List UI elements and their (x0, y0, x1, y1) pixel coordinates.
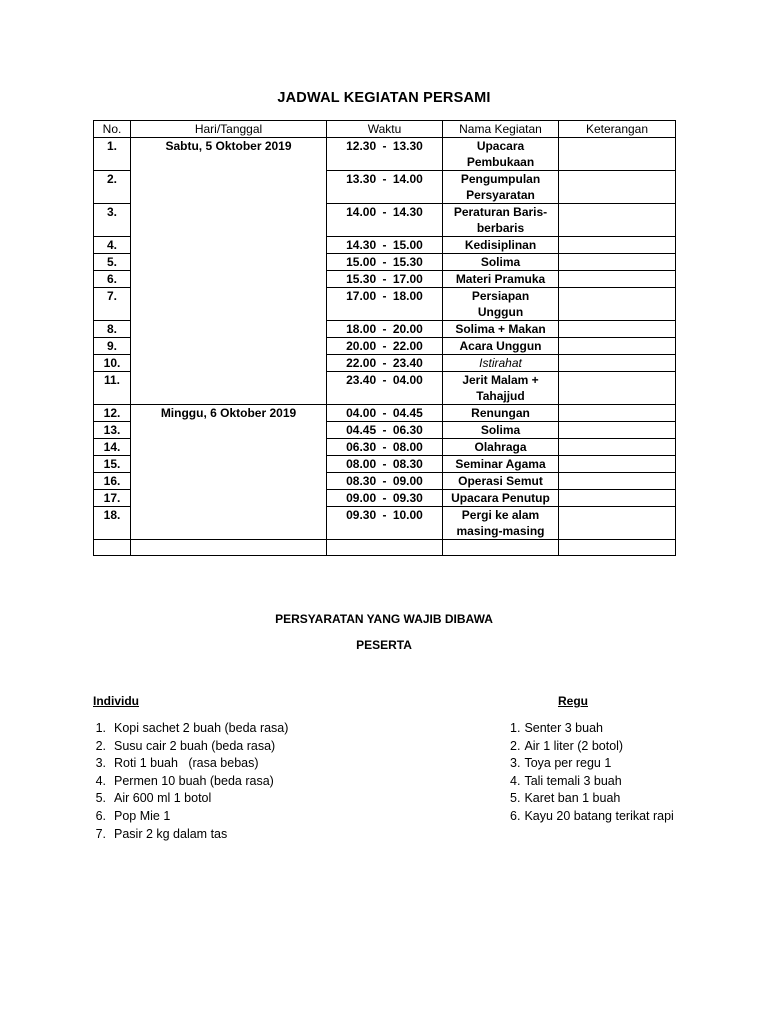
activity-line: Upacara Penutup (451, 491, 550, 505)
activity-line: Materi Pramuka (455, 272, 546, 286)
list-item (82, 738, 288, 756)
time-cell: 12.30 - 13.30 (327, 138, 443, 171)
activity-line: Renungan (471, 406, 530, 420)
time-cell: 08.00 - 08.30 (327, 456, 443, 473)
time-cell: 22.00 - 23.40 (327, 355, 443, 372)
regu-list (510, 720, 674, 826)
day-cell: Sabtu, 5 Oktober 2019 (131, 138, 327, 405)
notes-cell (559, 271, 676, 288)
notes-cell (559, 507, 676, 540)
activity-line: Solima + Makan (455, 322, 546, 336)
row-number: 8. (94, 321, 131, 338)
list-item-text: Air 600 ml 1 botol (114, 791, 212, 806)
notes-cell (559, 237, 676, 254)
table-row (94, 138, 676, 171)
activity-cell (443, 456, 559, 473)
row-number: 6. (94, 271, 131, 288)
activity-cell (443, 321, 559, 338)
activity-line: Peraturan Baris- (453, 205, 548, 219)
notes-cell (559, 171, 676, 204)
row-number: 10. (94, 355, 131, 372)
list-item-text: Kayu 20 batang terikat rapi (524, 808, 674, 823)
list-item-text: Pasir 2 kg dalam tas (114, 826, 228, 841)
notes-cell (559, 372, 676, 405)
list-item-text: Air 1 liter (2 botol) (524, 738, 624, 753)
row-number: 18. (94, 507, 131, 540)
list-item-text: Pop Mie 1 (114, 808, 171, 823)
list-item-text: Toya per regu 1 (524, 756, 612, 771)
table-row-empty (94, 540, 676, 556)
time-cell: 08.30 - 09.00 (327, 473, 443, 490)
list-item (82, 773, 288, 791)
time-cell: 06.30 - 08.00 (327, 439, 443, 456)
list-item (510, 738, 674, 756)
row-number: 2. (94, 171, 131, 204)
time-cell: 15.00 - 15.30 (327, 254, 443, 271)
regu-heading: Regu (558, 694, 588, 708)
row-number: 3. (94, 204, 131, 237)
list-item-number: 3. (95, 756, 106, 771)
list-item (82, 808, 288, 826)
activity-line: Pergi ke alam (461, 508, 540, 522)
activity-cell (443, 138, 559, 171)
activity-line: Pengumpulan (460, 172, 541, 186)
activity-line: masing-masing (456, 524, 545, 538)
activity-line: Acara Unggun (459, 339, 542, 353)
list-item (82, 720, 288, 738)
row-number: 7. (94, 288, 131, 321)
list-item-number: 1. (510, 721, 521, 735)
activity-line: Kedisiplinan (464, 238, 537, 252)
list-item-number: 2. (95, 738, 106, 753)
notes-cell (559, 490, 676, 507)
time-cell: 04.45 - 06.30 (327, 422, 443, 439)
schedule-table (93, 120, 676, 556)
activity-line: Unggun (477, 305, 524, 319)
activity-cell (443, 204, 559, 237)
activity-line: Solima (480, 423, 521, 437)
activity-line: berbaris (476, 221, 525, 235)
notes-cell (559, 355, 676, 372)
row-number: 15. (94, 456, 131, 473)
time-cell: 15.30 - 17.00 (327, 271, 443, 288)
table-row (94, 405, 676, 422)
list-item (82, 790, 288, 808)
activity-cell (443, 338, 559, 355)
list-item-text: Susu cair 2 buah (beda rasa) (114, 738, 276, 753)
activity-line: Solima (480, 255, 521, 269)
activity-cell (443, 507, 559, 540)
row-number: 11. (94, 372, 131, 405)
list-item-text: Kopi sachet 2 buah (beda rasa) (114, 721, 289, 735)
list-item-number: 4. (510, 773, 521, 788)
time-cell: 20.00 - 22.00 (327, 338, 443, 355)
notes-cell (559, 422, 676, 439)
list-item-number: 5. (95, 791, 106, 806)
row-number: 1. (94, 138, 131, 171)
activity-cell (443, 473, 559, 490)
notes-cell (559, 321, 676, 338)
activity-line: Jerit Malam + (462, 373, 539, 387)
notes-cell (559, 288, 676, 321)
requirements-subheading: PESERTA (356, 638, 412, 652)
individu-list (82, 720, 288, 843)
empty-cell (443, 540, 559, 556)
row-number: 16. (94, 473, 131, 490)
list-item-number: 1. (95, 721, 106, 735)
row-number: 14. (94, 439, 131, 456)
activity-line: Pembukaan (466, 155, 535, 169)
list-item (510, 773, 674, 791)
row-number: 12. (94, 405, 131, 422)
row-number: 4. (94, 237, 131, 254)
activity-line: Persiapan (471, 289, 530, 303)
notes-cell (559, 138, 676, 171)
row-number: 5. (94, 254, 131, 271)
list-item (510, 790, 674, 808)
time-cell: 09.30 - 10.00 (327, 507, 443, 540)
header-notes: Keterangan (559, 121, 676, 138)
activity-line: Upacara (476, 139, 525, 153)
notes-cell (559, 204, 676, 237)
activity-line: Seminar Agama (455, 457, 546, 471)
activity-cell (443, 422, 559, 439)
activity-cell (443, 271, 559, 288)
list-item-text: Senter 3 buah (524, 721, 603, 735)
notes-cell (559, 405, 676, 422)
activity-cell (443, 405, 559, 422)
notes-cell (559, 338, 676, 355)
activity-cell (443, 288, 559, 321)
time-cell: 18.00 - 20.00 (327, 321, 443, 338)
list-item (82, 755, 288, 773)
time-cell: 23.40 - 04.00 (327, 372, 443, 405)
row-number: 9. (94, 338, 131, 355)
time-cell: 14.00 - 14.30 (327, 204, 443, 237)
time-cell: 13.30 - 14.00 (327, 171, 443, 204)
list-item-text: Roti 1 buah (rasa bebas) (114, 756, 259, 771)
activity-cell (443, 355, 559, 372)
notes-cell (559, 456, 676, 473)
list-item-number: 7. (95, 826, 106, 841)
time-cell: 14.30 - 15.00 (327, 237, 443, 254)
list-item (510, 720, 674, 738)
notes-cell (559, 473, 676, 490)
list-item-number: 5. (510, 791, 521, 806)
page-title: JADWAL KEGIATAN PERSAMI (277, 90, 491, 106)
row-number: 13. (94, 422, 131, 439)
list-item (510, 808, 674, 826)
list-item-number: 6. (510, 808, 521, 823)
list-item (82, 826, 288, 844)
day-cell: Minggu, 6 Oktober 2019 (131, 405, 327, 540)
activity-cell (443, 439, 559, 456)
activity-line: Olahraga (474, 440, 527, 454)
activity-cell (443, 254, 559, 271)
header-time: Waktu (327, 121, 443, 138)
list-item-text: Karet ban 1 buah (524, 791, 621, 806)
list-item-number: 3. (510, 756, 521, 771)
activity-line: Tahajjud (476, 389, 525, 403)
notes-cell (559, 254, 676, 271)
list-item-text: Tali temali 3 buah (524, 773, 622, 788)
activity-cell (443, 490, 559, 507)
list-item-text: Permen 10 buah (beda rasa) (114, 773, 274, 788)
activity-line: Istirahat (479, 356, 522, 370)
empty-cell (327, 540, 443, 556)
time-cell: 09.00 - 09.30 (327, 490, 443, 507)
empty-cell (131, 540, 327, 556)
individu-heading: Individu (93, 694, 139, 708)
requirements-heading: PERSYARATAN YANG WAJIB DIBAWA (275, 612, 493, 626)
activity-cell (443, 372, 559, 405)
activity-cell (443, 171, 559, 204)
notes-cell (559, 439, 676, 456)
table-header-row (94, 121, 676, 138)
header-no: No. (94, 121, 131, 138)
header-activity: Nama Kegiatan (443, 121, 559, 138)
list-item-number: 6. (95, 808, 106, 823)
empty-cell (559, 540, 676, 556)
activity-cell (443, 237, 559, 254)
list-item (510, 755, 674, 773)
activity-line: Operasi Semut (458, 474, 543, 488)
time-cell: 04.00 - 04.45 (327, 405, 443, 422)
list-item-number: 4. (95, 773, 106, 788)
row-number: 17. (94, 490, 131, 507)
header-day: Hari/Tanggal (131, 121, 327, 138)
list-item-number: 2. (510, 738, 521, 753)
time-cell: 17.00 - 18.00 (327, 288, 443, 321)
activity-line: Persyaratan (466, 188, 535, 202)
empty-cell (94, 540, 131, 556)
